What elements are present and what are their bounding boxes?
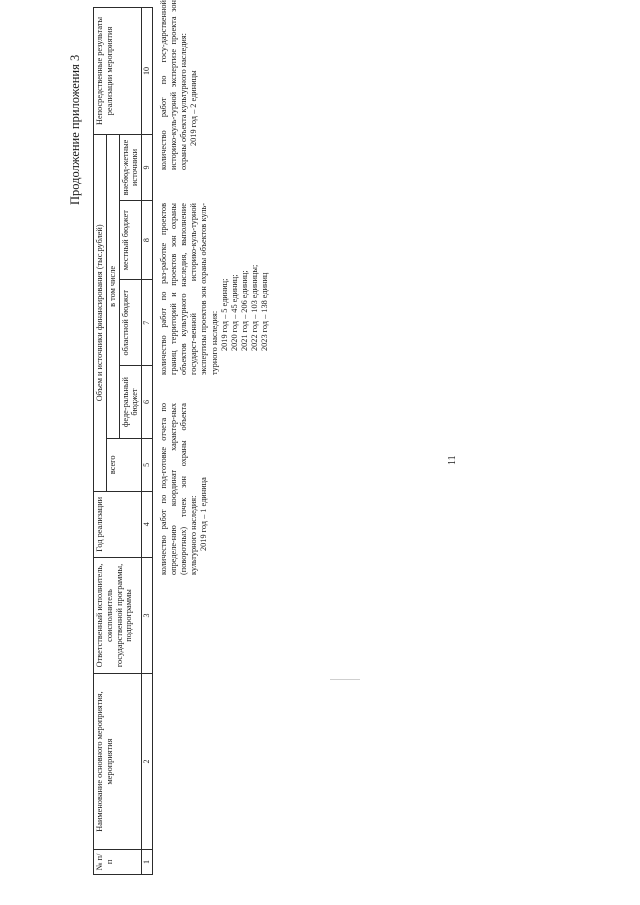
result-year: 2019 год – 5 единиц; [219,278,229,351]
column-number: 6 [142,366,153,439]
column-number: 7 [142,280,153,366]
column-number: 5 [142,438,153,491]
header-financing: Объем и источники финансирования (тыс.рублей) [94,134,107,491]
header-activity-name: Наименование основного мероприятия, мероприятия [94,674,142,850]
results-list [159,0,270,875]
financing-table [93,7,153,875]
appendix-title: Продолжение приложения 3 [68,54,82,205]
result-item [159,403,210,575]
result-text: количество работ по госу-дарственной историко-куль-турной экспертизе проекта зон охраны объекта культурного наследия: [159,0,189,170]
result-year: 2021 год – 206 единиц; [239,270,249,351]
result-text: количество работ по раз-работке проектов границ территорий и проектов зон охраны объектов культурного наследия, выполнение государст-венной историко-куль-турной экспертизы проектов зон охраны объектов куль-турного наследия: [159,203,219,375]
header-total: всего [106,438,141,491]
result-year: 2022 год – 103 единицы; [249,264,259,351]
header-year: Год реализации [94,491,142,557]
result-year: 2020 год – 45 единиц; [229,274,239,351]
header-regional-budget: областной бюджет [119,280,142,366]
result-year: 2019 год – 2 единицы [189,70,199,146]
header-local-budget: местный бюджет [119,201,142,280]
result-year: 2023 год – 138 единиц [260,272,270,351]
header-results: Непосредственные результаты реализации мероприятия [94,8,142,135]
header-including: в том числе [106,134,119,438]
column-number: 3 [142,557,153,673]
column-number: 9 [142,134,153,200]
header-number: № п/п [94,849,142,874]
header-extrabudgetary: внебюд-жетные источники [119,134,142,200]
result-year: 2019 год – 1 единица [199,477,209,551]
column-numbers-row [142,8,153,875]
result-item [159,203,270,375]
header-federal-budget: феде-ральный бюджет [119,366,142,439]
header-row-1 [94,8,107,875]
column-number: 10 [142,8,153,135]
column-number: 2 [142,674,153,850]
result-text: количество работ по под-готовке отчета по определе-нию координат характер-ных (поворотных) точек зон охраны объекта культурного наследия: [159,403,199,575]
column-number: 8 [142,201,153,280]
header-executor: Ответственный исполнитель, соисполнитель государственной программы, подпрограммы [94,557,142,673]
column-number: 1 [142,849,153,874]
result-item [159,0,199,170]
page-number: 11 [447,455,458,465]
column-number: 4 [142,491,153,557]
scan-mark [330,679,360,680]
